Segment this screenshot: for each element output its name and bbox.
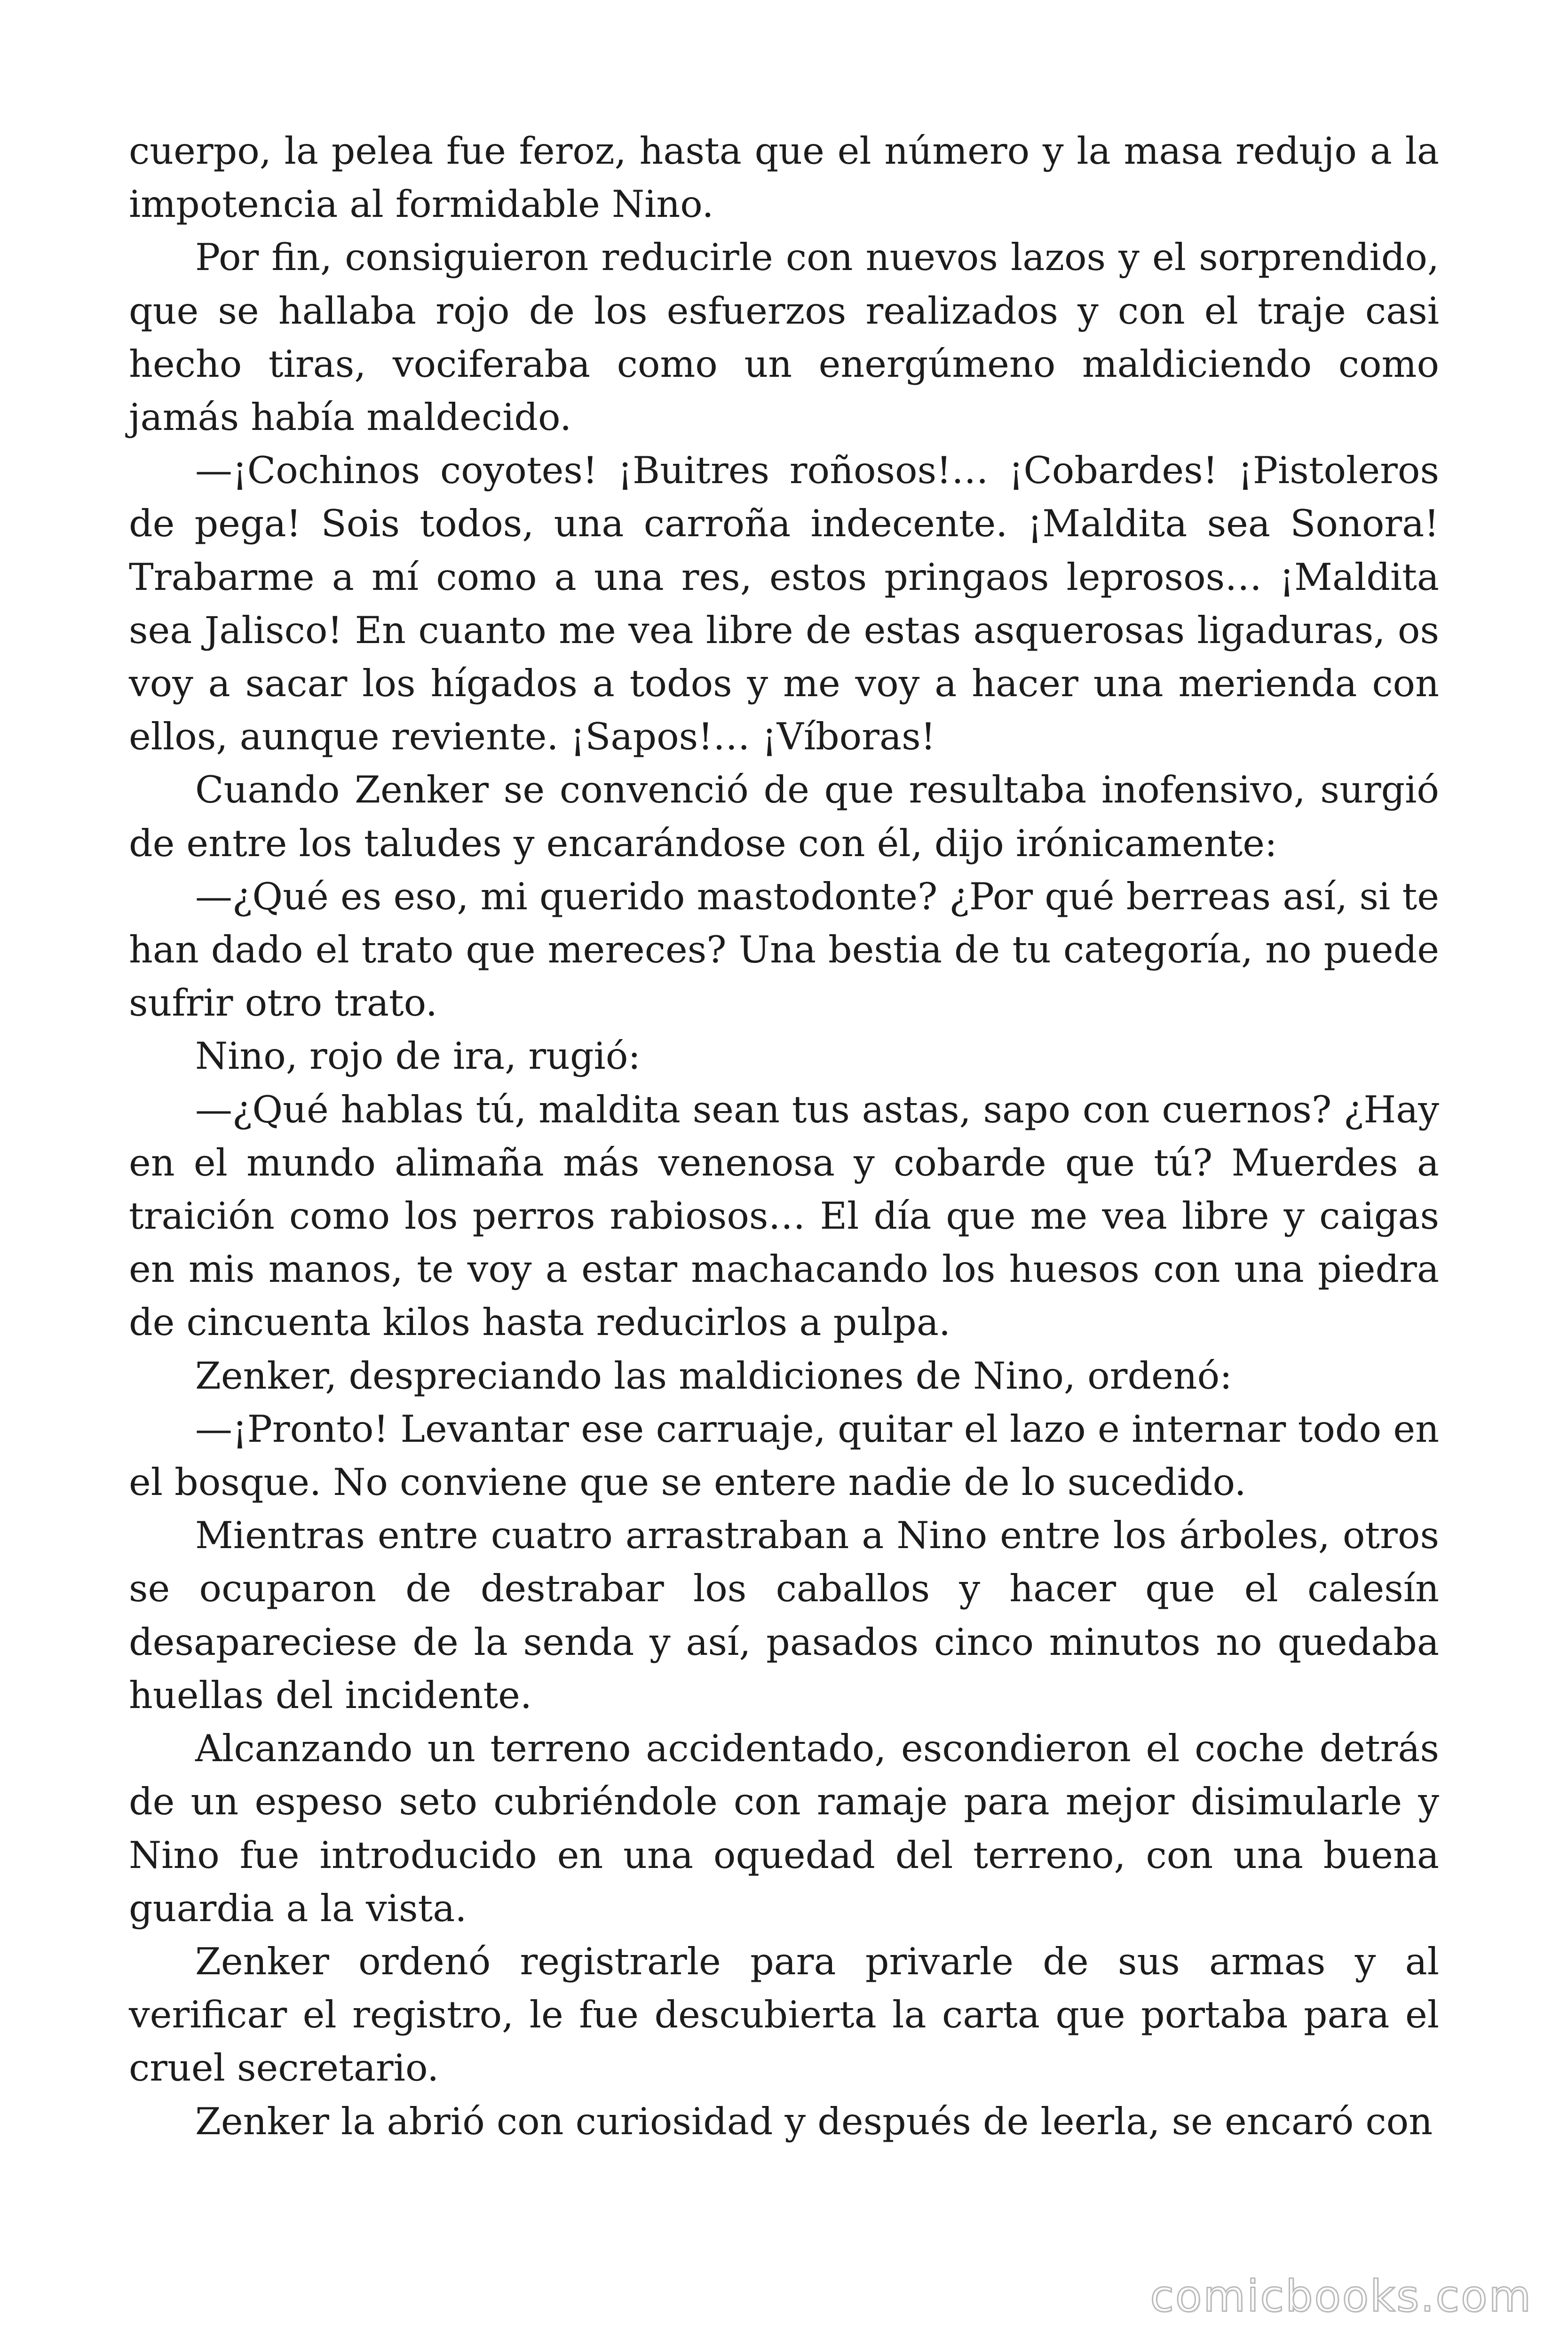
paragraph-3: —¡Cochinos coyotes! ¡Buitres roñosos!… ¡Cobardes! ¡Pistoleros de pega! Sois todos, una carroña indecente. ¡Maldita sea Sonora! Trabarme a mí como a una res, estos pringaos leprosos… ¡Maldita sea Jalisco! En cuanto me vea libre de estas asquerosas ligaduras, os voy a sacar los hígados a todos y me voy a hacer una merienda con ellos, aunque reviente. ¡Sapos!… ¡Víboras! <box>129 449 1439 759</box>
paragraph-2: Por fin, consiguieron reducirle con nuevos lazos y el sorprendido, que se hallaba rojo de los esfuerzos realizados y con el traje casi hecho tiras, vociferaba como un energúmeno maldiciendo como jamás había maldecido. <box>129 236 1439 439</box>
paragraph-6: Nino, rojo de ira, rugió: <box>195 1034 641 1078</box>
page-text <box>129 125 1439 2148</box>
paragraph-4: Cuando Zenker se convenció de que resultaba inofensivo, surgió de entre los taludes y encarándose con él, dijo irónicamente: <box>129 768 1439 865</box>
paragraph-13: Zenker la abrió con curiosidad y después de leerla, se encaró con <box>195 2099 1433 2143</box>
paragraph-1: cuerpo, la pelea fue feroz, hasta que el número y la masa redujo a la impotencia al formidable Nino. <box>129 129 1439 226</box>
paragraph-11: Alcanzando un terreno accidentado, escondieron el coche detrás de un espeso seto cubriéndole con ramaje para mejor disimularle y Nino fue introducido en una oquedad del terreno, con una buena guardia a la vista. <box>129 1727 1439 1930</box>
paragraph-12: Zenker ordenó registrarle para privarle de sus armas y al verificar el registro, le fue descubierta la carta que portaba para el cruel secretario. <box>129 1939 1439 2090</box>
paragraph-8: Zenker, despreciando las maldiciones de Nino, ordenó: <box>195 1354 1232 1398</box>
watermark: comicbooks.com <box>1150 2271 1532 2321</box>
paragraph-5: —¿Qué es eso, mi querido mastodonte? ¿Por qué berreas así, si te han dado el trato que mereces? Una bestia de tu categoría, no puede sufrir otro trato. <box>129 874 1439 1025</box>
paragraph-7: —¿Qué hablas tú, maldita sean tus astas, sapo con cuernos? ¿Hay en el mundo alimaña más venenosa y cobarde que tú? Muerdes a traición como los perros rabiosos… El día que me vea libre y caigas en mis manos, te voy a estar machacando los huesos con una piedra de cincuenta kilos hasta reducirlos a pulpa. <box>129 1088 1439 1344</box>
paragraph-9: —¡Pronto! Levantar ese carruaje, quitar el lazo e internar todo en el bosque. No conviene que se entere nadie de lo sucedido. <box>129 1407 1439 1504</box>
paragraph-10: Mientras entre cuatro arrastraban a Nino entre los árboles, otros se ocuparon de destrabar los caballos y hacer que el calesín desapareciese de la senda y así, pasados cinco minutos no quedaba huellas del incidente. <box>129 1514 1439 1717</box>
